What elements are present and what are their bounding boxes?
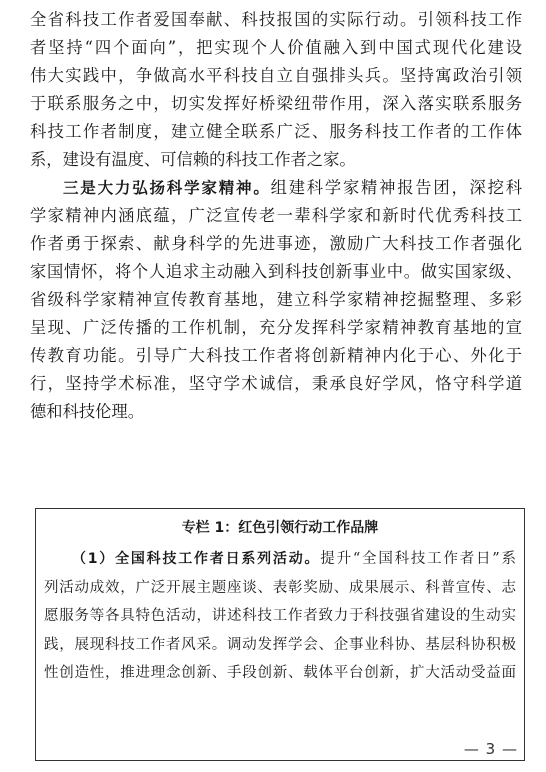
text-segment: 组建科学家精神报告团，深挖科	[270, 178, 522, 197]
box-text	[44, 545, 516, 688]
text-line: 行，坚持学术标准，坚守学术诚信，秉承良好学风，恪守科学道	[30, 374, 522, 393]
text-line: 传教育功能。引导广大科技工作者将创新精神内化于心、外化于	[30, 346, 522, 365]
text-line: 科技工作者制度，建立健全联系广泛、服务科技工作者的工作体	[30, 122, 522, 141]
text-line: 德和科技伦理。	[30, 402, 144, 421]
box-title: 专栏 1：红色引领行动工作品牌	[181, 520, 379, 536]
text-segment: 提升“全国科技工作者日”系	[320, 551, 517, 567]
text-line: 学家精神内涵底蕴，广泛宣传老一辈科学家和新时代优秀科技工	[30, 206, 522, 225]
text-line: 于联系服务之中，切实发挥好桥梁纽带作用，深入落实联系服务	[30, 94, 522, 113]
text-line: 性创造性，推进理念创新、手段创新、载体平台创新，扩大活动受益面	[44, 665, 516, 681]
text-line: 呈现、广泛传播的工作机制，充分发挥科学家精神教育基地的宣	[30, 318, 522, 337]
text-line: 践，展现科技工作者风采。调动发挥学会、企事业科协、基层科协积极	[44, 636, 516, 653]
text-line: 作者勇于探索、献身科学的先进事迹，激励广大科技工作者强化	[30, 234, 522, 253]
body-text	[30, 6, 522, 426]
text-line: 伟大实践中，争做高水平科技自立自强排头兵。坚持寓政治引领	[30, 66, 522, 85]
text-line: 系，建设有温度、可信赖的科技工作者之家。	[30, 150, 356, 169]
paragraph-2-first-line	[30, 174, 522, 202]
text-line: 家国情怀，将个人追求主动融入到科技创新事业中。做实国家级、	[30, 262, 522, 281]
text-line: 全省科技工作者爱国奉献、科技报国的实际行动。引领科技工作	[30, 10, 522, 29]
box-item-heading: （1）全国科技工作者日系列活动。	[72, 551, 321, 567]
box-item-first-line	[44, 545, 516, 574]
paragraph-heading: 三是大力弘扬科学家精神。	[63, 179, 271, 197]
page-number: — 3 —	[463, 740, 518, 758]
sidebar-box	[35, 508, 525, 761]
text-line: 列活动成效，广泛开展主题座谈、表彰奖励、成果展示、科普宣传、志	[44, 579, 516, 596]
text-line: 者坚持“四个面向”，把实现个人价值融入到中国式现代化建设	[30, 38, 522, 57]
text-line: 省级科学家精神宣传教育基地，建立科学家精神挖掘整理、多彩	[30, 290, 522, 309]
text-line: 愿服务等各具特色活动，讲述科技工作者致力于科技强省建设的生动实	[44, 608, 516, 624]
